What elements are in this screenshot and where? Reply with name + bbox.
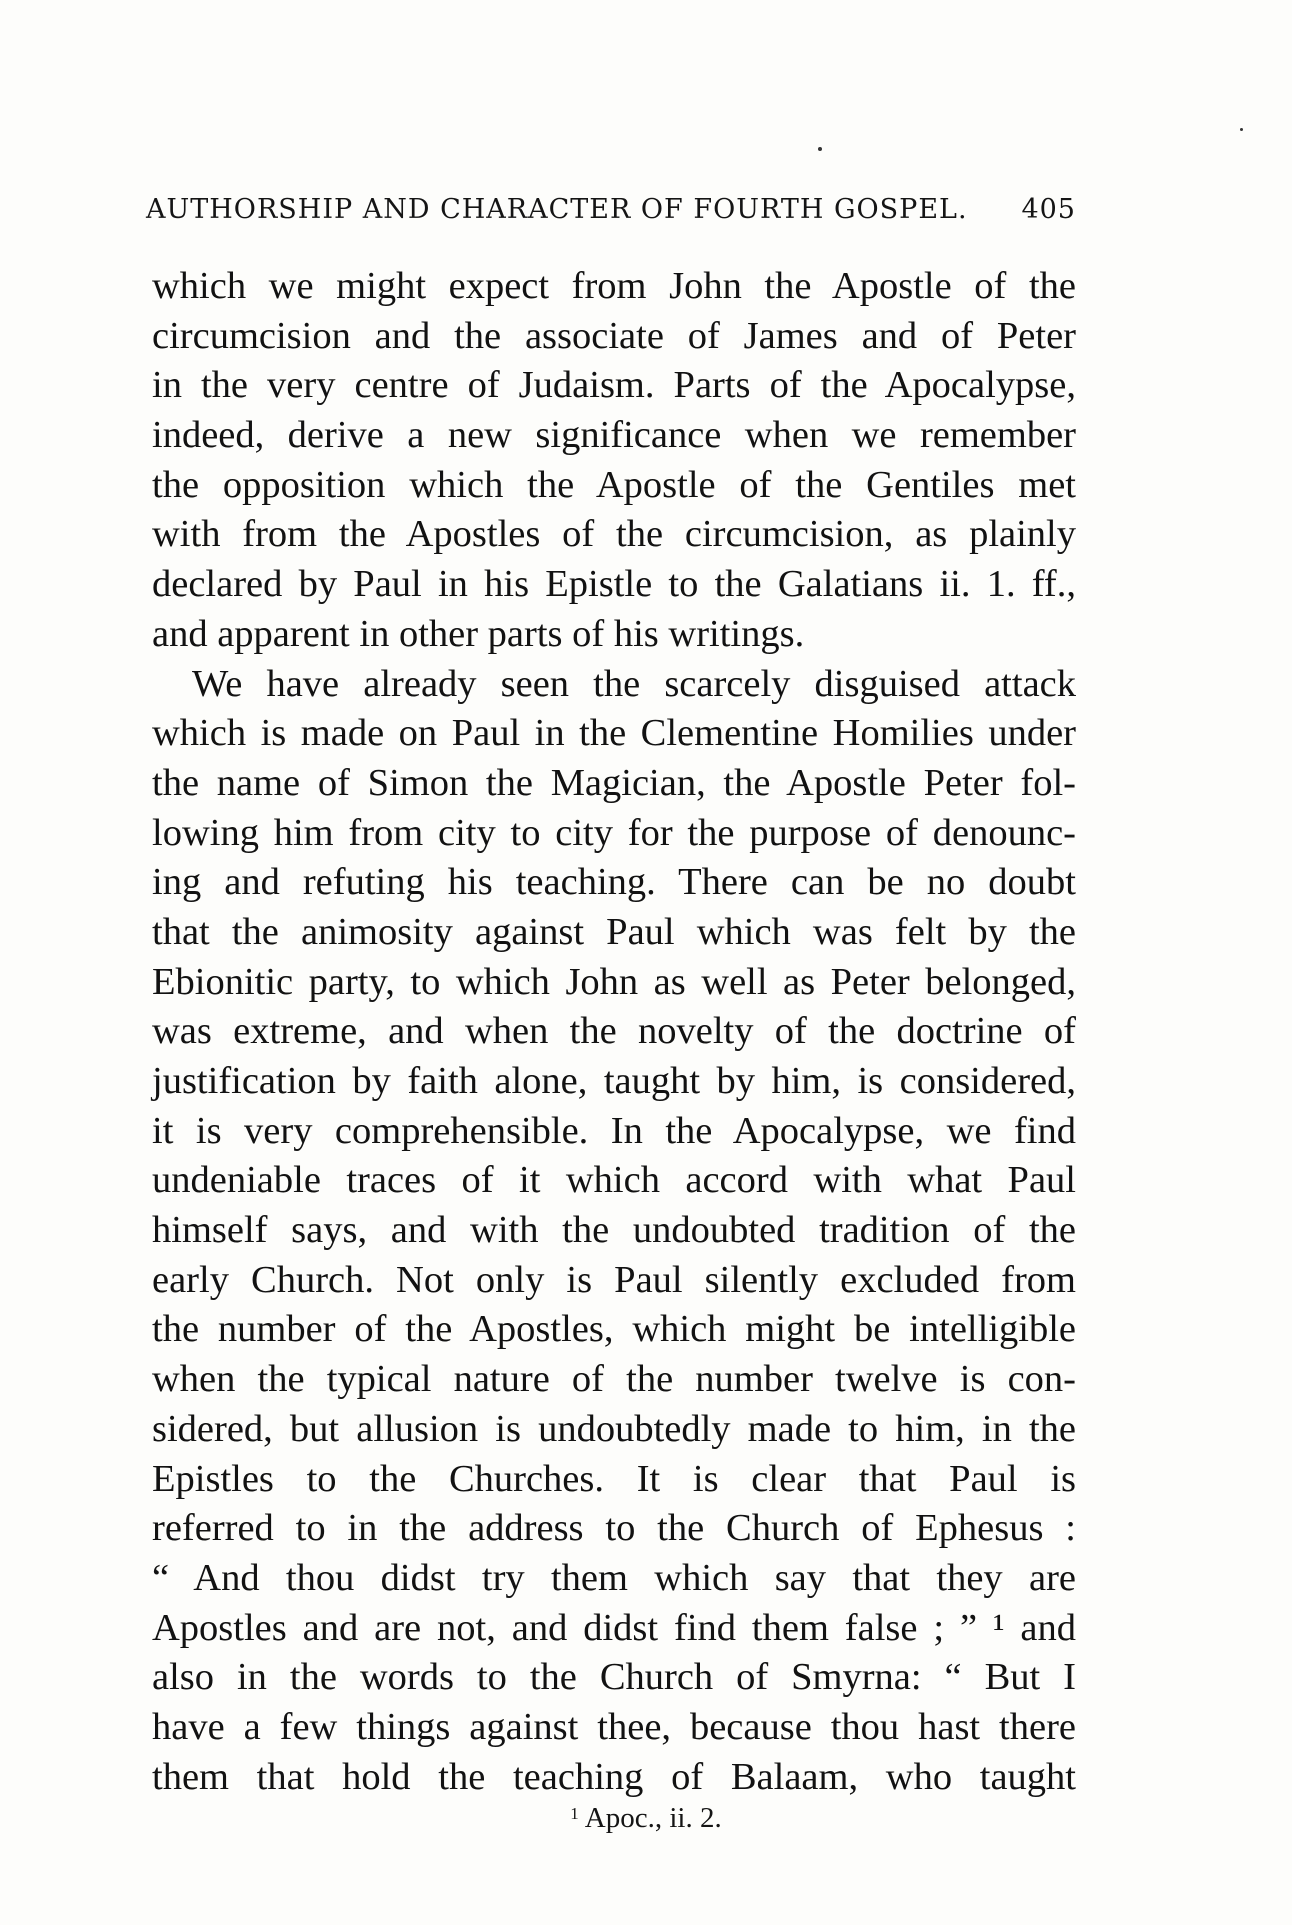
page-number: 405 xyxy=(1021,194,1076,225)
text-line: “ And thou didst try them which say that they are xyxy=(152,1556,1076,1599)
text-line: We have already seen the scarcely disguised attack xyxy=(192,662,1076,705)
text-line: them that hold the teaching of Balaam, who taught xyxy=(152,1755,1076,1798)
text-line: circumcision and the associate of James and of Peter xyxy=(152,314,1076,357)
text-line: Apostles and are not, and didst find them false ; ” ¹ and xyxy=(152,1606,1076,1649)
text-line: in the very centre of Judaism. Parts of the Apocalypse, xyxy=(152,364,1076,407)
text-line: that the animosity against Paul which was felt by the xyxy=(152,910,1076,953)
text-line: Epistles to the Churches. It is clear that Paul is xyxy=(152,1457,1076,1500)
text-line: the number of the Apostles, which might be intelligible xyxy=(152,1308,1076,1351)
text-line: undeniable traces of it which accord with what Paul xyxy=(152,1159,1076,1202)
text-line: early Church. Not only is Paul silently excluded from xyxy=(152,1258,1076,1301)
text-line: which we might expect from John the Apostle of the xyxy=(152,265,1076,307)
text-line: with from the Apostles of the circumcision, as plainly xyxy=(152,513,1076,556)
text-line: declared by Paul in his Epistle to the Galatians ii. 1. ff., xyxy=(152,563,1076,606)
text-line: ing and refuting his teaching. There can be no doubt xyxy=(152,861,1076,904)
text-line: which is made on Paul in the Clementine Homilies under xyxy=(152,712,1076,755)
text-line: it is very comprehensible. In the Apocalypse, we find xyxy=(152,1109,1076,1152)
text-line: lowing him from city to city for the purpose of denounc- xyxy=(152,811,1076,854)
text-line: referred to in the address to the Church of Ephesus : xyxy=(152,1507,1076,1550)
footnote-text: Apoc., ii. 2. xyxy=(584,1802,722,1834)
running-header xyxy=(146,194,1076,225)
text-line: the name of Simon the Magician, the Apostle Peter fol- xyxy=(152,761,1076,804)
text-line: was extreme, and when the novelty of the doctrine of xyxy=(152,1010,1076,1053)
print-speck xyxy=(818,147,822,151)
text-line: when the typical nature of the number twelve is con- xyxy=(152,1358,1076,1401)
text-line: also in the words to the Church of Smyrna: “ But I xyxy=(152,1656,1076,1699)
text-line: sidered, but allusion is undoubtedly made to him, in the xyxy=(152,1407,1076,1450)
text-line: have a few things against thee, because thou hast there xyxy=(152,1705,1076,1748)
text-line: the opposition which the Apostle of the Gentiles met xyxy=(152,463,1076,506)
footnote xyxy=(0,1802,1292,1835)
body-text xyxy=(152,262,1076,1802)
footnote-marker: 1 xyxy=(570,1804,579,1823)
text-line: himself says, and with the undoubted tradition of the xyxy=(152,1209,1076,1252)
text-line: Ebionitic party, to which John as well as Peter belonged, xyxy=(152,960,1076,1003)
text-line: and apparent in other parts of his writings. xyxy=(152,612,805,655)
print-speck xyxy=(1240,128,1243,131)
running-title: AUTHORSHIP AND CHARACTER OF FOURTH GOSPEL. xyxy=(146,194,968,225)
text-line: justification by faith alone, taught by him, is considered, xyxy=(152,1060,1076,1102)
text-line: indeed, derive a new significance when we remember xyxy=(152,414,1076,457)
